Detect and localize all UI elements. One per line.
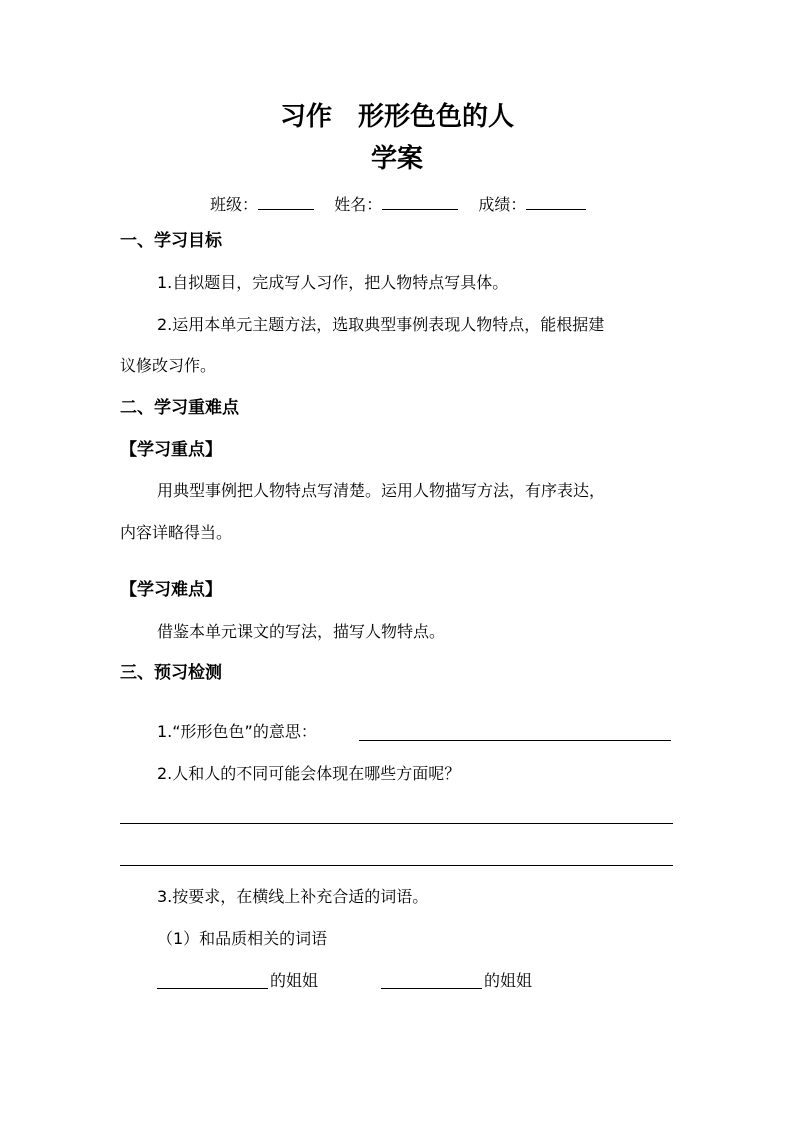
- goal-item-2: 2.运用本单元主题方法，选取典型事例表现人物特点，能根据建: [157, 315, 605, 334]
- document-subtitle: 学案: [370, 144, 423, 174]
- name-label: 姓名：: [334, 195, 383, 214]
- goal-item-1: 1.自拟题目，完成写人习作，把人物特点写具体。: [157, 273, 509, 292]
- score-label: 成绩：: [478, 195, 527, 214]
- question-2-answer-line-2[interactable]: [120, 865, 673, 866]
- key-point-line-2: 内容详略得当。: [120, 523, 233, 542]
- word-blank-2-suffix: 的姐姐: [484, 971, 533, 990]
- question-2: 2.人和人的不同可能会体现在哪些方面呢？: [157, 764, 461, 783]
- class-label: 班级：: [210, 195, 259, 214]
- class-blank[interactable]: [258, 193, 314, 210]
- word-blank-1-suffix: 的姐姐: [270, 971, 319, 990]
- key-point-line-1: 用典型事例把人物特点写清楚。运用人物描写方法，有序表达，: [157, 481, 606, 500]
- question-3-subitem-1: （1）和品质相关的词语: [157, 929, 328, 948]
- question-1: 1.“形形色色”的意思：: [157, 722, 317, 741]
- difficult-point-label: 【学习难点】: [120, 580, 222, 600]
- score-blank[interactable]: [526, 193, 586, 210]
- question-3: 3.按要求，在横线上补充合适的词语。: [157, 887, 429, 906]
- student-info-row: [210, 193, 586, 213]
- document-title: 习作 形形色色的人: [279, 102, 514, 132]
- section-heading-preview: 三、预习检测: [120, 663, 222, 683]
- question-1-answer-line[interactable]: [359, 740, 671, 741]
- word-blank-2[interactable]: [381, 988, 482, 989]
- name-blank[interactable]: [382, 193, 458, 210]
- key-point-label: 【学习重点】: [120, 440, 222, 460]
- difficult-point-text: 借鉴本单元课文的写法，描写人物特点。: [157, 622, 446, 641]
- goal-item-2-continued: 议修改习作。: [120, 356, 217, 375]
- question-2-answer-line-1[interactable]: [120, 823, 673, 824]
- section-heading-goals: 一、学习目标: [120, 231, 222, 251]
- word-blank-1[interactable]: [157, 988, 268, 989]
- section-heading-key-points: 二、学习重难点: [120, 398, 239, 418]
